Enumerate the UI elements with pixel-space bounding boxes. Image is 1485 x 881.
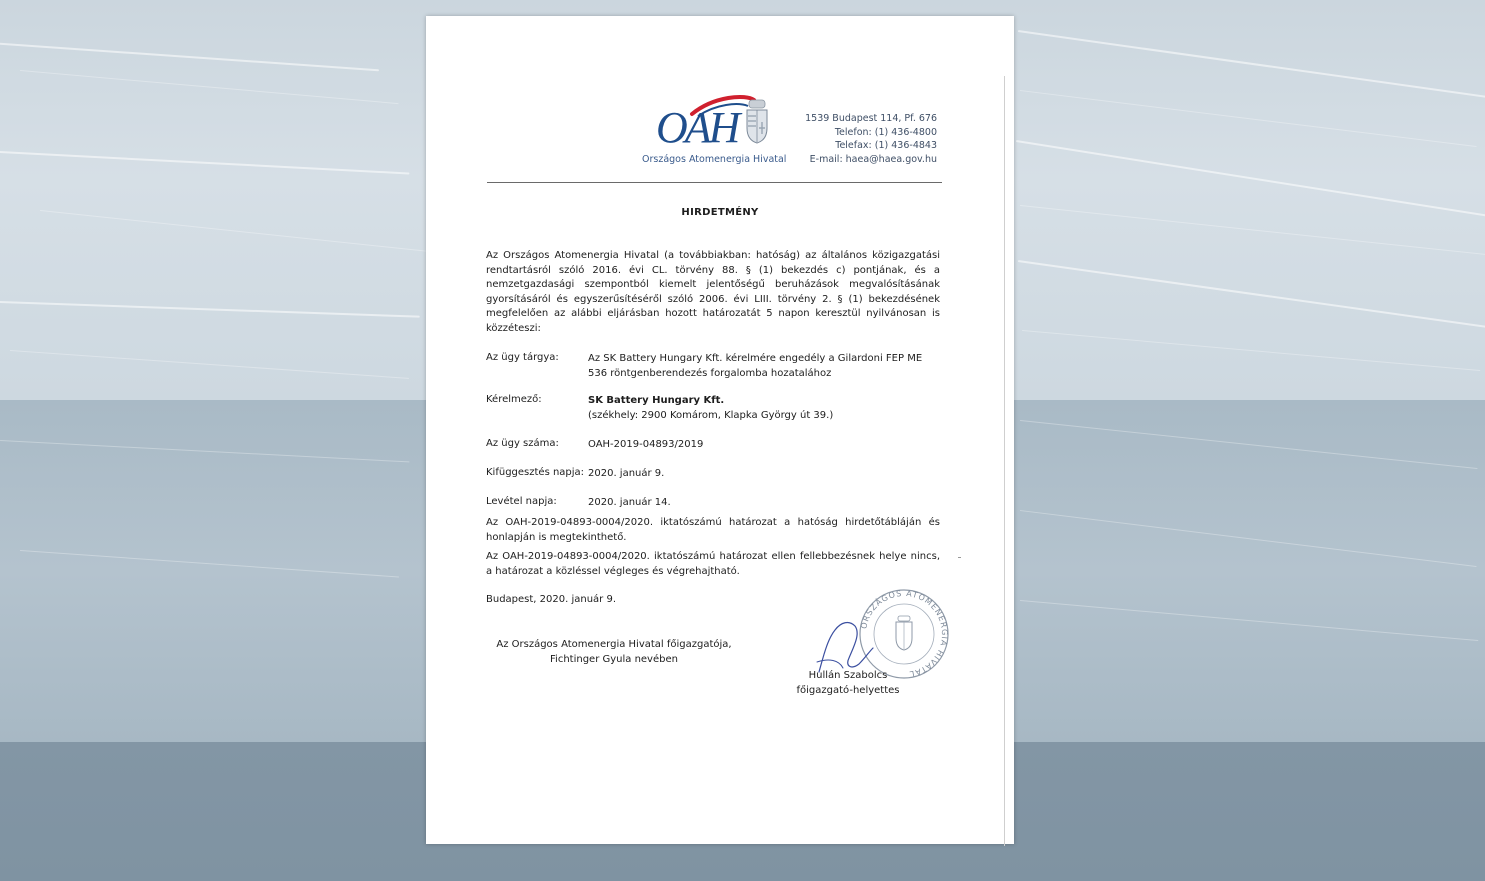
document-page xyxy=(426,16,1014,844)
oah-logo-letters: OAH xyxy=(656,103,738,150)
subject-value: Az SK Battery Hungary Kft. kérelmére engedély a Gilardoni FEP ME 536 röntgenberendezés forgalomba hozatalához xyxy=(588,353,923,379)
place-and-date: Budapest, 2020. január 9. xyxy=(486,594,617,605)
scan-mark xyxy=(958,557,961,558)
document-title: HIRDETMÉNY xyxy=(681,207,759,218)
contact-phone: Telefon: (1) 436-4800 xyxy=(834,126,937,138)
case-number-label: Az ügy száma: xyxy=(486,438,559,449)
notice-finality: Az OAH-2019-04893-0004/2020. iktatószámú határozat ellen fellebbezésnek helye nincs, a határozat a közléssel végleges és végrehajtható. xyxy=(486,551,940,577)
signatory-role: Az Országos Atomenergia Hivatal főigazgatója, xyxy=(496,639,732,650)
intro-paragraph: Az Országos Atomenergia Hivatal (a továbbiakban: hatóság) az általános közigazgatási rendtartásról szóló 2016. évi CL. törvény 88. § (1) bekezdés c) pontjának, és a nemzetgazdasági szempontból kiemelt jelentőségű beruházások megvalósításának gyorsításáról és egyszerűsítéséről szóló 2006. évi LIII. törvény 2. § (1) bekezdésének megfelelően az alábbi eljárásban hozott határozatát 5 napon keresztül nyilvánosan is közzéteszi: xyxy=(486,250,940,334)
applicant-name: SK Battery Hungary Kft. xyxy=(588,395,725,406)
contact-fax: Telefax: (1) 436-4843 xyxy=(835,140,937,151)
notice-availability: Az OAH-2019-04893-0004/2020. iktatószámú határozat a hatóság hirdetőtábláján és honlapján is megtekinthető. xyxy=(486,517,940,543)
removal-date-value: 2020. január 14. xyxy=(588,497,671,508)
case-number-value: OAH-2019-04893/2019 xyxy=(588,439,704,450)
posting-date-label: Kifüggesztés napja: xyxy=(486,467,585,478)
organization-name: Országos Atomenergia Hivatal xyxy=(642,154,787,165)
removal-date-label: Levétel napja: xyxy=(486,496,557,507)
posting-date-value: 2020. január 9. xyxy=(588,468,665,479)
header-divider xyxy=(487,182,942,183)
deputy-signatory xyxy=(778,668,918,698)
signatory-on-behalf xyxy=(486,637,742,667)
page-edge-line xyxy=(1004,76,1005,846)
seal-text: ORSZÁGOS ATOMENERGIA HIVATAL xyxy=(859,588,950,679)
subject-label: Az ügy tárgya: xyxy=(486,352,559,363)
deputy-name: Hullán Szabolcs xyxy=(808,670,888,681)
signatory-behalf-of: Fichtinger Gyula nevében xyxy=(550,654,678,665)
hungarian-coat-of-arms-icon xyxy=(744,98,770,144)
contact-email[interactable]: E-mail: haea@haea.gov.hu xyxy=(809,153,937,165)
applicant-address: (székhely: 2900 Komárom, Klapka György út 39.) xyxy=(588,409,834,421)
applicant-label: Kérelmező: xyxy=(486,394,542,405)
contact-block xyxy=(786,112,937,166)
applicant-value xyxy=(588,394,942,423)
deputy-position: főigazgató-helyettes xyxy=(796,685,900,696)
contact-address: 1539 Budapest 114, Pf. 676 xyxy=(805,113,937,124)
